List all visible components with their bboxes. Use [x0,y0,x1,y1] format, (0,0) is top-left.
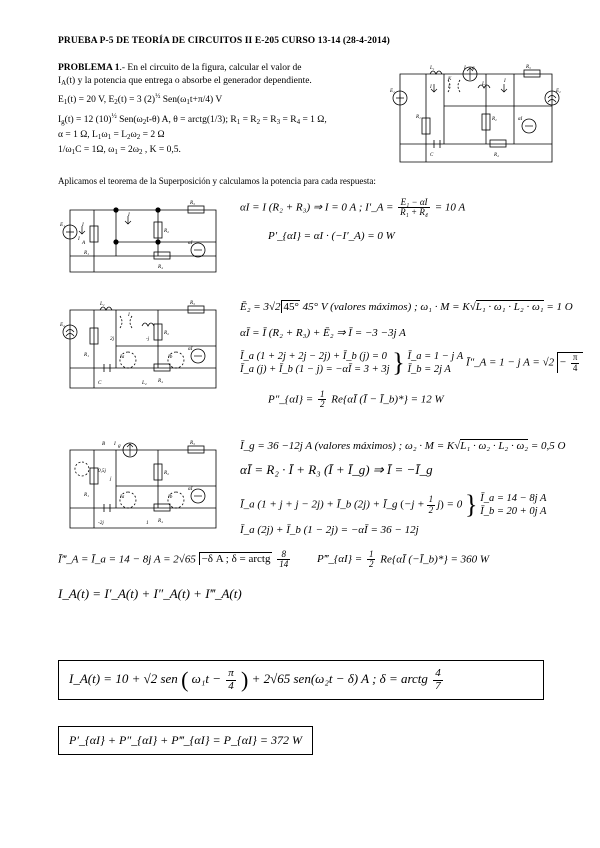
eq-w1-1: Ē₂ = 3√2 45° 45° V (valores máximos) ; ω₁ · M = K√L₁ · ω₁ · L₂ · ω₁ = 1 O [240,301,573,313]
svg-text:R₃: R₃ [526,65,531,70]
eq-dc-2: P′_{αI} = αI · (−I′_A) = 0 W [268,230,395,242]
svg-text:A: A [82,240,86,246]
svg-text:R₂: R₂ [164,228,169,234]
circuit-figure-w1 [58,296,230,404]
eq-w2-3: Ī_a (1 + j + j − 2j) + Ī_b (2j) + Ī_g (−j + $\frac{1}{2}$ j) = 0 } Ī_a = 14 − 8j A Ī_b = 20 + 0j A [240,490,547,519]
svg-text:1: 1 [146,520,149,526]
problem-label: PROBLEMA 1 [58,63,120,73]
eq-w2-4: Ī_a (2j) + Ī_b (1 − 2j) = −αĪ = 36 − 12j [240,524,419,536]
eq-w1-3d: Ī_b = 2j A [407,364,451,375]
svg-text:j: j [110,476,112,482]
svg-text:R₃: R₃ [190,200,195,206]
eq-w1-2: αĪ = Ī (R₂ + R₃) + Ē₂ ⇒ Ī = −3 −3j A [240,327,406,339]
superposition-intro: Aplicamos el teorema de la Superposición y calculamos la potencia para cada respuesta: [58,176,376,186]
svg-text:L₁: L₁ [430,66,435,71]
svg-text:Ia: Ia [120,494,125,500]
svg-text:C: C [98,380,102,386]
eq-w1-3: Ī_a (1 + 2j + 2j − 2j) + Ī_b (j) = 0 Ī_a (j) + Ī_b (1 − j) = −αĪ = 3 + 3j } Ī_a = 1 − j A Ī_b = 2j A Ī″_A = 1 − j A = √2 − $\frac{\pi}{4}$ [240,350,583,376]
svg-text:I: I [504,79,506,84]
main-circuit-figure [386,58,566,173]
eq-w2-2: αĪ = R₂ · Ī + R₃ (Ī + Ī_g) ⇒ Ī = −Ī_g [240,462,433,477]
svg-text:L₂: L₂ [482,82,487,87]
eq-w1-3e: Ī″_A = 1 − j A = √2 [465,356,555,369]
circuit-figure-w2 [58,436,230,544]
eq-w2-5: Ī‴_A = Ī_a = 14 − 8j A = 2√65 −δ A ; δ = arctg $\frac{8}{14}$ P‴_{αI} = $\frac{1}{2}$ Re{αĪ (−Ī_b)*} = 360 W [58,549,490,570]
svg-text:E₁: E₁ [390,89,395,94]
page-title: PRUEBA P-5 DE TEORÍA DE CIRCUITOS II E-205 CURSO 13-14 (28-4-2014) [58,36,390,46]
eq-w1-power: P″_{αI} = $\frac{1}{2}$ Re{αĪ (Ī − Ī_b)*} = 12 W [268,389,444,410]
svg-text:αI: αI [188,346,193,352]
frac-num: E₁ − αI [398,198,430,208]
eq-w1-3a: Ī_a (1 + 2j + 2j − 2j) + Ī_b (j) = 0 [240,351,387,362]
svg-text:Ib: Ib [168,494,173,500]
eq-dc-1: αI = I (R₂ + R₃) ⇒ I = 0 A ; I′_A = $\frac{\text{E₁ − αI}}{\text{R₁ + R₄}}$ = 10 A [240,197,466,218]
eq-w2-3f: Ī_b = 20 + 0j A [480,506,547,517]
svg-text:R₁: R₁ [416,115,421,120]
svg-text:R₃: R₃ [190,440,195,446]
frac-den: R₁ + R₄ [400,207,428,218]
svg-text:I: I [114,441,116,447]
svg-text:Ib: Ib [168,354,173,360]
svg-text:R₁: R₁ [84,352,89,358]
svg-text:g: g [118,443,121,449]
eq-w2-1: Ī_g = 36 −12j A (valores máximos) ; ω₂ · M = K√L₁ · ω₂ · L₂ · ω₂ = 0,5 O [240,440,566,452]
svg-text:αI: αI [518,117,523,122]
svg-text:C: C [430,153,434,158]
boxed-result-current: I_A(t) = 10 + √2 sen ( ω₁t − $\frac{\pi}{4}$ ) + 2√65 sen(ω₂t − δ) A ; δ = arctg $\frac{4}{7}$ [58,660,544,700]
svg-text:L₁: L₁ [100,301,105,307]
svg-text:0,5j: 0,5j [98,468,106,474]
svg-text:E₂: E₂ [60,322,65,328]
svg-text:αI: αI [188,240,193,246]
svg-text:I: I [82,222,84,228]
problem-statement: PROBLEMA 1.- En el circuito de la figura, calcular el valor de $I_A(t)$ y la potencia que entrega o absorbe el generador dependiente. $E_1(t) = 20$ V, $E_2(t) = 3$ $(2)^{\frac{1}{2}}$ $Sen(\omega_1t+\pi/4)$ V $I_g(t) = 12$ $(10)^{\frac{1}{2}}$ $Sen(\omega_2t-\theta)$ A, θ = arctg(1/3); $R_1 = R_2 = R_3 = R_4 = 1$ Ω, α = 1 Ω, $L_1\omega_1 = L_2\omega_2 = 2$ Ω $1/\omega_1C = 1\Omega$, $\omega_1 = 2\omega_2$ , K = 0,5. [58,63,327,157]
svg-text:R₄: R₄ [494,153,499,158]
svg-text:R₄: R₄ [158,264,163,270]
svg-text:I: I [78,236,80,242]
svg-text:R₂: R₂ [492,117,497,122]
svg-text:R₄: R₄ [158,518,163,524]
circuit-figure-dc [58,196,230,286]
svg-text:I: I [128,312,130,318]
svg-text:-j: -j [146,336,150,342]
svg-text:R₁: R₁ [84,250,89,256]
svg-text:2j: 2j [110,336,115,342]
svg-text:I: I [128,212,130,218]
svg-text:I: I [430,85,432,90]
svg-text:g: g [472,66,475,71]
eq-w2-3e: Ī_a = 14 − 8j A [480,493,547,504]
svg-text:K: K [448,77,452,82]
svg-text:E₂: E₂ [556,89,561,94]
svg-text:R₂: R₂ [164,470,169,476]
eq-w1-3b: Ī_a (j) + Ī_b (1 − j) = −αĪ = 3 + 3j [240,364,390,375]
svg-text:Ia: Ia [120,354,125,360]
svg-text:R₃: R₃ [190,300,195,306]
svg-text:R₁: R₁ [84,492,89,498]
eq-w1-3c: Ī_a = 1 − j A [407,351,464,362]
statement-line1: .- En el circuito de la figura, calcular el valor de [119,63,302,73]
boxed-result-power: P′_{αI} + P″_{αI} + P‴_{αI} = P_{αI} = 372 W [58,726,313,755]
svg-text:R₂: R₂ [164,330,169,336]
svg-text:I: I [464,66,466,71]
svg-text:E₁: E₁ [60,222,65,228]
svg-text:I: I [448,85,450,90]
svg-text:B: B [102,441,106,447]
svg-text:R₄: R₄ [158,378,163,384]
svg-text:-2j: -2j [98,520,104,526]
eq-sum: I_A(t) = I′_A(t) + I″_A(t) + I‴_A(t) [58,586,242,601]
eq-w1-3f: − [559,356,567,369]
svg-text:αI: αI [188,486,193,492]
svg-text:L₂: L₂ [142,380,147,386]
